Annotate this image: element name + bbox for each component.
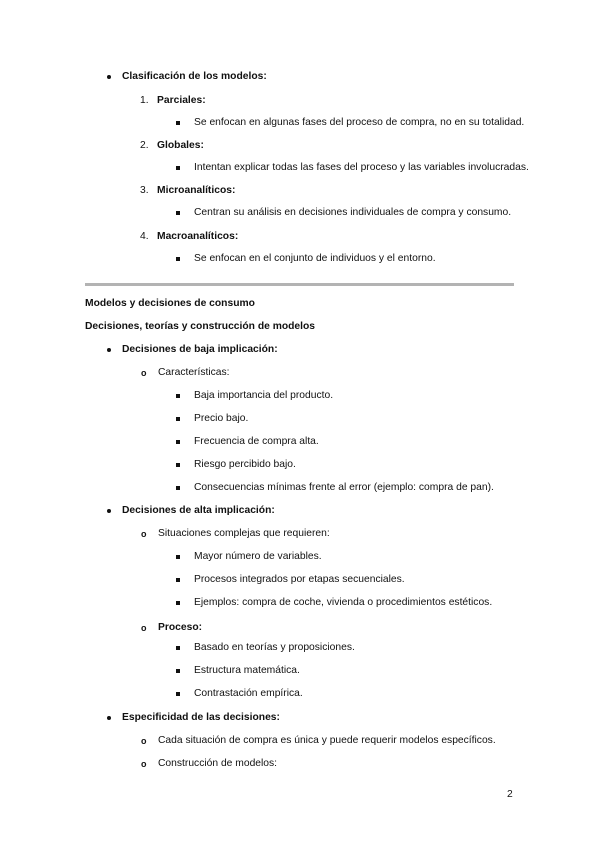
horizontal-divider xyxy=(85,283,514,286)
list-number: 4. xyxy=(140,231,149,242)
list-item: Baja importancia del producto. xyxy=(194,390,334,401)
process-sub: Proceso: xyxy=(158,622,203,633)
bullet-square xyxy=(176,578,180,582)
specificity-heading: Especificidad de las decisiones: xyxy=(122,712,280,723)
bullet-square xyxy=(176,166,180,170)
bullet-square xyxy=(176,486,180,490)
low-involvement-heading: Decisiones de baja implicación: xyxy=(122,344,278,355)
bullet-circle: o xyxy=(141,736,147,746)
bullet-dot xyxy=(107,75,111,79)
specificity-sub: Construcción de modelos: xyxy=(158,758,278,769)
list-number: 3. xyxy=(140,185,149,196)
list-item-title: Globales: xyxy=(157,140,204,151)
bullet-square xyxy=(176,669,180,673)
high-involvement-heading: Decisiones de alta implicación: xyxy=(122,505,275,516)
bullet-circle: o xyxy=(141,529,147,539)
list-item-title: Macroanalíticos: xyxy=(157,231,239,242)
bullet-square xyxy=(176,440,180,444)
bullet-square xyxy=(176,211,180,215)
bullet-square xyxy=(176,601,180,605)
list-item: Basado en teorías y proposiciones. xyxy=(194,642,355,653)
bullet-square xyxy=(176,692,180,696)
bullet-circle: o xyxy=(141,623,147,633)
list-item-description: Se enfocan en algunas fases del proceso de compra, no en su totalidad. xyxy=(194,117,525,128)
list-item-description: Se enfocan en el conjunto de individuos y el entorno. xyxy=(194,253,436,264)
list-item-title: Parciales: xyxy=(157,95,206,106)
list-number: 2. xyxy=(140,140,149,151)
bullet-dot xyxy=(107,509,111,513)
section-subtitle: Decisiones, teorías y construcción de modelos xyxy=(85,321,316,332)
section-heading-clasificacion: Clasificación de los modelos: xyxy=(122,71,267,82)
bullet-square xyxy=(176,463,180,467)
list-item-description: Intentan explicar todas las fases del proceso y las variables involucradas. xyxy=(194,162,529,173)
specificity-sub: Cada situación de compra es única y puede requerir modelos específicos. xyxy=(158,735,496,746)
list-item: Consecuencias mínimas frente al error (ejemplo: compra de pan). xyxy=(194,482,494,493)
low-involvement-sub: Características: xyxy=(158,367,230,378)
list-item: Precio bajo. xyxy=(194,413,249,424)
bullet-circle: o xyxy=(141,368,147,378)
bullet-dot xyxy=(107,716,111,720)
bullet-square xyxy=(176,257,180,261)
list-item: Frecuencia de compra alta. xyxy=(194,436,319,447)
bullet-square xyxy=(176,555,180,559)
page-number: 2 xyxy=(507,789,513,800)
list-item: Contrastación empírica. xyxy=(194,688,303,699)
section-title: Modelos y decisiones de consumo xyxy=(85,298,255,309)
list-item: Mayor número de variables. xyxy=(194,551,322,562)
list-item: Riesgo percibido bajo. xyxy=(194,459,296,470)
bullet-square xyxy=(176,121,180,125)
bullet-square xyxy=(176,394,180,398)
list-item: Procesos integrados por etapas secuenciales. xyxy=(194,574,405,585)
list-item-description: Centran su análisis en decisiones individuales de compra y consumo. xyxy=(194,207,512,218)
list-number: 1. xyxy=(140,95,149,106)
bullet-circle: o xyxy=(141,759,147,769)
bullet-square xyxy=(176,417,180,421)
bullet-dot xyxy=(107,348,111,352)
list-item-title: Microanalíticos: xyxy=(157,185,236,196)
list-item: Estructura matemática. xyxy=(194,665,300,676)
high-involvement-sub: Situaciones complejas que requieren: xyxy=(158,528,330,539)
list-item: Ejemplos: compra de coche, vivienda o procedimientos estéticos. xyxy=(194,597,493,608)
bullet-square xyxy=(176,646,180,650)
